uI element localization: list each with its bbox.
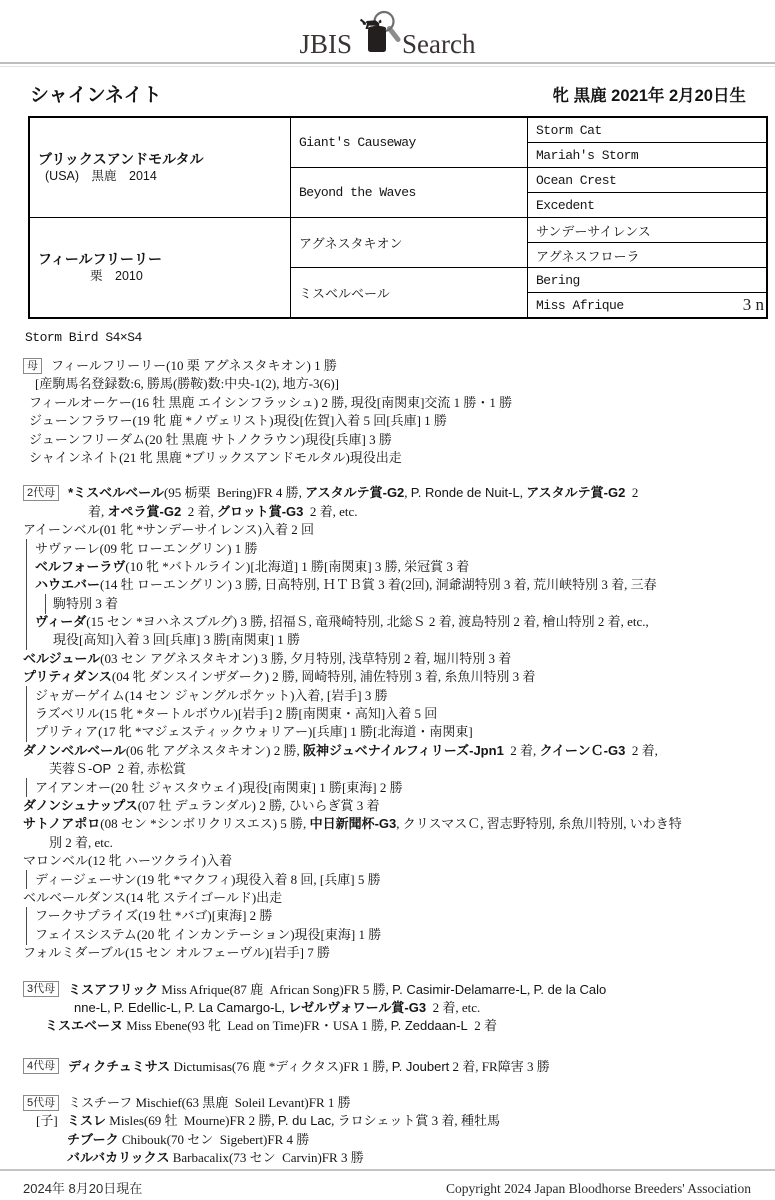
gp-cell: Excedent: [528, 193, 768, 218]
pedigree-text: 2 着: [467, 1018, 497, 1034]
race-name: 中日新聞杯-G3: [309, 816, 397, 832]
gp-cell: [528, 293, 768, 319]
race-name: P. du Lac: [277, 1113, 332, 1129]
pedigree-line: [23, 394, 775, 412]
child-label: [子]: [36, 1113, 58, 1129]
pedigree-text: (08 セン *シンボリクリスエス) 5 勝,: [100, 816, 310, 832]
pedigree-text: 2 着, FR障害 3 勝: [449, 1058, 550, 1074]
horse-name: ハウエバー: [35, 577, 101, 593]
pedigree-text: Barbacalix(73 セン Carvin)FR 3 勝: [169, 1150, 364, 1166]
pedigree-line: [23, 1058, 775, 1076]
race-name: P. de la Calo: [533, 981, 607, 997]
sire-dam-cell: Beyond the Waves: [291, 168, 528, 218]
pedigree-body: [23, 330, 775, 1168]
pedigree-text: [産駒馬名登録数:6, 勝馬(勝鞍)数:中央-1(2), 地方-3(6)]: [35, 376, 340, 392]
pedigree-text: ミスチーフ Mischief(63 黒鹿 Soleil Levant)FR 1 勝: [68, 1095, 351, 1111]
section-label: 4代母: [23, 1058, 59, 1074]
pedigree-line: [23, 503, 775, 521]
horse-name: ヴィーダ: [35, 614, 87, 630]
pedigree-text: ,: [404, 485, 411, 501]
pedigree-line: [23, 412, 775, 430]
horse-name: ミスエベーヌ: [45, 1018, 124, 1034]
pedigree-line: [23, 613, 775, 631]
horse-name: ミスレ: [67, 1113, 107, 1129]
pedigree-line: [23, 723, 775, 741]
gp-cell: Bering: [528, 268, 768, 293]
horse-name: ミスアフリック: [68, 981, 159, 997]
pedigree-text: ,: [177, 999, 185, 1015]
pedigree-line: [23, 999, 775, 1017]
pedigree-line: [23, 631, 775, 649]
pedigree-text: 3 着,: [428, 1113, 461, 1129]
pedigree-text: 2 着, etc.: [303, 503, 358, 519]
dam-name: フィールフリーリー: [38, 251, 163, 267]
pedigree-line: [23, 357, 775, 375]
pedigree-text: ジューンフラワー(19 牝 鹿 *ノヴェリスト)現役[佐賀]入着 5 回[兵庫] 1 勝: [29, 413, 447, 429]
race-name: グロット賞-G3: [216, 503, 304, 519]
dam-cell: [29, 218, 291, 319]
pedigree-text: 2: [625, 485, 639, 501]
horse-name: ベルジュール: [23, 650, 101, 666]
pedigree-line: [23, 907, 775, 925]
pedigree-text: アイアンオー(20 牡 ジャスタウェイ)現役[南関東] 1 勝[東海] 2 勝: [35, 779, 403, 795]
data-as-of-date: 2024年 8月20日現在: [23, 1181, 143, 1196]
sire-cell: [29, 117, 291, 218]
gp-cell: アグネスフローラ: [528, 243, 768, 268]
header-divider: [0, 62, 775, 64]
horse-name-title: シャインネイト: [30, 85, 162, 106]
horse-name: バルバカリックス: [67, 1150, 170, 1166]
race-name: 阪神ジュベナイルフィリーズ-Jpn1: [302, 742, 504, 758]
pedigree-line: [23, 484, 775, 502]
pedigree-line: [23, 1149, 775, 1167]
pedigree-text: (07 牡 デュランダル) 2 勝, ひいらぎ賞 3 着: [137, 797, 380, 813]
pedigree-text: 別 2 着, etc.: [49, 834, 113, 850]
header-divider-2: [0, 66, 775, 67]
pedigree-line: [23, 779, 775, 797]
section-dam3: [23, 981, 775, 1036]
pedigree-line: [23, 944, 775, 962]
pedigree-text: 駒特別 3 着: [53, 595, 119, 611]
horse-name: ディクチュミサス: [68, 1058, 171, 1074]
pedigree-line: [23, 687, 775, 705]
pedigree-line: [23, 815, 775, 833]
gp-cell: Ocean Crest: [528, 168, 768, 193]
race-name: 芙蓉Ｓ-OP: [49, 761, 112, 777]
race-name: P. Ronde de Nuit-L: [410, 485, 520, 501]
pedigree-text: Chibouk(70 セン Sigebert)FR 4 勝: [118, 1131, 310, 1147]
pedigree-text: ラズベリル(15 牝 *タートルボウル)[岩手] 2 勝[南関東・高知]入着 5 回: [35, 706, 438, 722]
pedigree-table: [28, 116, 768, 319]
gp-cell: サンデーサイレンス: [528, 218, 768, 243]
dam-sire-cell: アグネスタキオン: [291, 218, 528, 268]
pedigree-line: [23, 449, 775, 467]
pedigree-line: [23, 521, 775, 539]
horse-name: ベルフォーラヴ: [35, 558, 126, 574]
race-name: ラロシェット賞: [337, 1113, 429, 1129]
pedigree-text: Miss Ebene(93 牝 Lead on Time)FR・USA 1 勝,: [123, 1018, 391, 1034]
pedigree-line: [23, 1112, 775, 1130]
tree-connector-line: [26, 686, 27, 705]
horse-name: プリティダンス: [23, 669, 112, 685]
race-name: P. Zeddaan-L: [390, 1018, 468, 1034]
pedigree-text: 2 着,: [625, 742, 658, 758]
copyright-text: Copyright 2024 Japan Bloodhorse Breeders' Association: [445, 1181, 751, 1196]
pedigree-line: [23, 540, 775, 558]
title-row: [30, 80, 746, 107]
pedigree-text: ジューンフリーダム(20 牡 黒鹿 サトノクラウン)現役[兵庫] 3 勝: [29, 431, 392, 447]
pedigree-text: 現役[高知]入着 3 回[兵庫] 3 勝[南関東] 1 勝: [53, 632, 300, 648]
section-mother: [23, 357, 775, 467]
horse-name: サトノアポロ: [23, 816, 101, 832]
pedigree-line: [23, 1131, 775, 1149]
jbis-logo: [0, 0, 775, 58]
footer: [23, 1178, 751, 1197]
tree-connector-line: [26, 631, 27, 650]
tree-connector-line: [26, 613, 27, 632]
pedigree-text: , クリスマスＣ, 習志野特別, 糸魚川特別, いわき特: [396, 816, 682, 832]
pedigree-line: [23, 742, 775, 760]
tree-connector-line: [26, 539, 27, 558]
pedigree-text: プリティア(17 牝 *マジェスティックウォリアー)[兵庫] 1 勝[北海道・南関東]: [35, 724, 473, 740]
race-name: レゼルヴォワール賞-G3: [288, 999, 427, 1015]
sire-name: ブリックスアンドモルタル: [38, 151, 204, 167]
pedigree-text: フィールフリーリー(10 栗 アグネスタキオン) 1 勝: [51, 358, 337, 373]
pedigree-text: ,: [281, 999, 289, 1015]
pedigree-text: ジャガーゲイム(14 セン ジャングルポケット)入着, [岩手] 3 勝: [35, 687, 388, 703]
tree-connector-line: [26, 594, 27, 613]
race-name: アスタルテ賞-G2: [305, 485, 405, 501]
race-name: P. Joubert: [391, 1058, 450, 1074]
pedigree-text: 2 着, etc.: [426, 999, 481, 1015]
pedigree-line: [23, 760, 775, 778]
pedigree-text: ベルベールダンス(14 牝 ステイゴールド)出走: [23, 889, 283, 905]
sire-detail: (USA) 黒鹿 2014: [45, 169, 157, 183]
gp-cell: Storm Cat: [528, 117, 768, 143]
pedigree-line: [23, 431, 775, 449]
pedigree-text: サヴァーレ(09 牝 ローエングリン) 1 勝: [35, 540, 258, 556]
pedigree-text: Misles(69 牡 Mourne)FR 2 勝,: [106, 1113, 278, 1129]
pedigree-text: Miss Afrique(87 鹿 African Song)FR 5 勝,: [158, 981, 393, 997]
pedigree-text: (95 栃栗 Bering)FR 4 勝,: [163, 485, 306, 501]
pedigree-line: [23, 981, 775, 999]
pedigree-line: [23, 1094, 775, 1112]
pedigree-text: (04 牝 ダンスインザダーク) 2 勝, 岡崎特別, 浦佐特別 3 着, 糸魚川特別 3 着: [111, 669, 536, 685]
section-dam2: [23, 484, 775, 962]
tree-connector-line: [26, 778, 27, 797]
tree-connector-line: [26, 925, 27, 944]
pedigree-line: [23, 558, 775, 576]
dam-dam-cell: ミスベルベール: [291, 268, 528, 319]
tree-connector-line: [26, 705, 27, 724]
pedigree-text: 2 着,: [503, 742, 540, 758]
gp-cell: Mariah's Storm: [528, 143, 768, 168]
tree-connector-line: [26, 907, 27, 926]
race-name: P. Edellic-L: [113, 999, 178, 1015]
print-artifact: 3 n: [742, 295, 764, 314]
pedigree-text: 2 着, 赤松賞: [111, 761, 186, 777]
pedigree-text: (14 牡 ローエングリン) 3 勝, 日高特別, ＨＴＢ賞 3 着(2回), 洞爺湖特別 3 着, 荒川峡特別 3 着, 三春: [100, 577, 657, 593]
pedigree-text: 着,: [88, 503, 108, 519]
pedigree-text: ,: [331, 1113, 338, 1129]
race-name: P. Casimir-Delamarre-L: [392, 981, 527, 997]
race-name: オペラ賞-G2: [107, 503, 182, 519]
horse-name: ダノンベルベール: [23, 742, 126, 758]
section-dam5: [23, 1094, 775, 1168]
race-name: クイーンＣ-G3: [539, 742, 626, 758]
pedigree-text: (10 牝 *バトルライン)[北海道] 1 勝[南関東] 3 勝, 栄冠賞 3 着: [125, 558, 470, 574]
horse-sex-color-birth: 牝 黒鹿 2021年 2月20日生: [552, 87, 746, 105]
pedigree-text: (03 セン アグネスタキオン) 3 勝, 夕月特別, 浅草特別 2 着, 堀川特別 3 着: [100, 650, 512, 666]
pedigree-line: [23, 668, 775, 686]
tree-connector-line: [26, 870, 27, 889]
pedigree-text: フークサプライズ(19 牡 *バゴ)[東海] 2 勝: [35, 908, 273, 924]
magnifier-horse-icon: [355, 9, 401, 60]
pedigree-line: [23, 871, 775, 889]
inbreeding-note: Storm Bird S4×S4: [25, 330, 142, 345]
logo-text-jbis: JBIS: [299, 29, 353, 59]
pedigree-line: [23, 650, 775, 668]
pedigree-text: 2 着,: [181, 503, 217, 519]
race-name: nne-L: [74, 999, 108, 1015]
pedigree-line: [23, 889, 775, 907]
section-label: 3代母: [23, 981, 59, 997]
pedigree-line: [23, 375, 775, 393]
tree-connector-line: [26, 576, 27, 595]
pedigree-text: ,: [526, 981, 534, 997]
pedigree-text: マロンベル(12 牝 ハーツクライ)入着: [23, 853, 233, 869]
section-dam4: [23, 1058, 775, 1076]
pedigree-text: シャインネイト(21 牝 黒鹿 *ブリックスアンドモルタル)現役出走: [29, 449, 402, 465]
pedigree-line: [23, 834, 775, 852]
pedigree-line: [23, 852, 775, 870]
pedigree-text: (15 セン *ヨハネスブルグ) 3 勝, 招福Ｓ, 竜飛崎特別, 北総Ｓ 2 着, 渡島特別 2 着, 檜山特別 2 着, etc.,: [86, 614, 649, 630]
pedigree-line: [23, 705, 775, 723]
logo-text-search: Search: [402, 29, 476, 59]
pedigree-text: フィールオーケー(16 牡 黒鹿 エイシンフラッシュ) 2 勝, 現役[南関東]交流 1 勝・1 勝: [29, 394, 513, 410]
pedigree-line: [23, 576, 775, 594]
section-label: 5代母: [23, 1095, 59, 1111]
tree-connector-line: [26, 723, 27, 742]
pedigree-text: (06 牝 アグネスタキオン) 2 勝,: [125, 742, 303, 758]
pedigree-sections: [23, 357, 775, 1168]
horse-name: *ミスベルベール: [68, 485, 164, 501]
pedigree-text: ディージェーサン(19 牝 *マクフィ)現役入着 8 回, [兵庫] 5 勝: [35, 871, 381, 887]
gp-name: Miss Afrique: [536, 297, 624, 313]
footer-divider: [0, 1169, 775, 1171]
section-label: 2代母: [23, 485, 59, 501]
race-name: 種牡馬: [460, 1113, 500, 1129]
horse-name: ダノンシュナップス: [23, 797, 138, 813]
race-name: アスタルテ賞-G2: [526, 485, 626, 501]
tree-connector-line: [26, 557, 27, 576]
pedigree-line: [23, 1017, 775, 1035]
section-label: 母: [23, 358, 42, 374]
pedigree-line: [23, 595, 775, 613]
tree-connector-line: [45, 594, 46, 613]
pedigree-text: フェイスシステム(20 牝 インカンテーション)現役[東海] 1 勝: [35, 926, 382, 942]
pedigree-text: ,: [519, 485, 527, 501]
race-name: P. La Camargo-L: [184, 999, 282, 1015]
pedigree-text: アイーンベル(01 牝 *サンデーサイレンス)入着 2 回: [23, 522, 314, 538]
dam-detail: 栗 2010: [90, 269, 143, 283]
pedigree-text: フォルミダーブル(15 セン オルフェーヴル)[岩手] 7 勝: [23, 945, 330, 961]
horse-name: チブーク: [67, 1131, 119, 1147]
pedigree-line: [23, 926, 775, 944]
pedigree-line: [23, 797, 775, 815]
pedigree-text: ,: [107, 999, 114, 1015]
pedigree-text: Dictumisas(76 鹿 *ディクタス)FR 1 勝,: [170, 1058, 392, 1074]
sire-sire-cell: Giant's Causeway: [291, 117, 528, 168]
